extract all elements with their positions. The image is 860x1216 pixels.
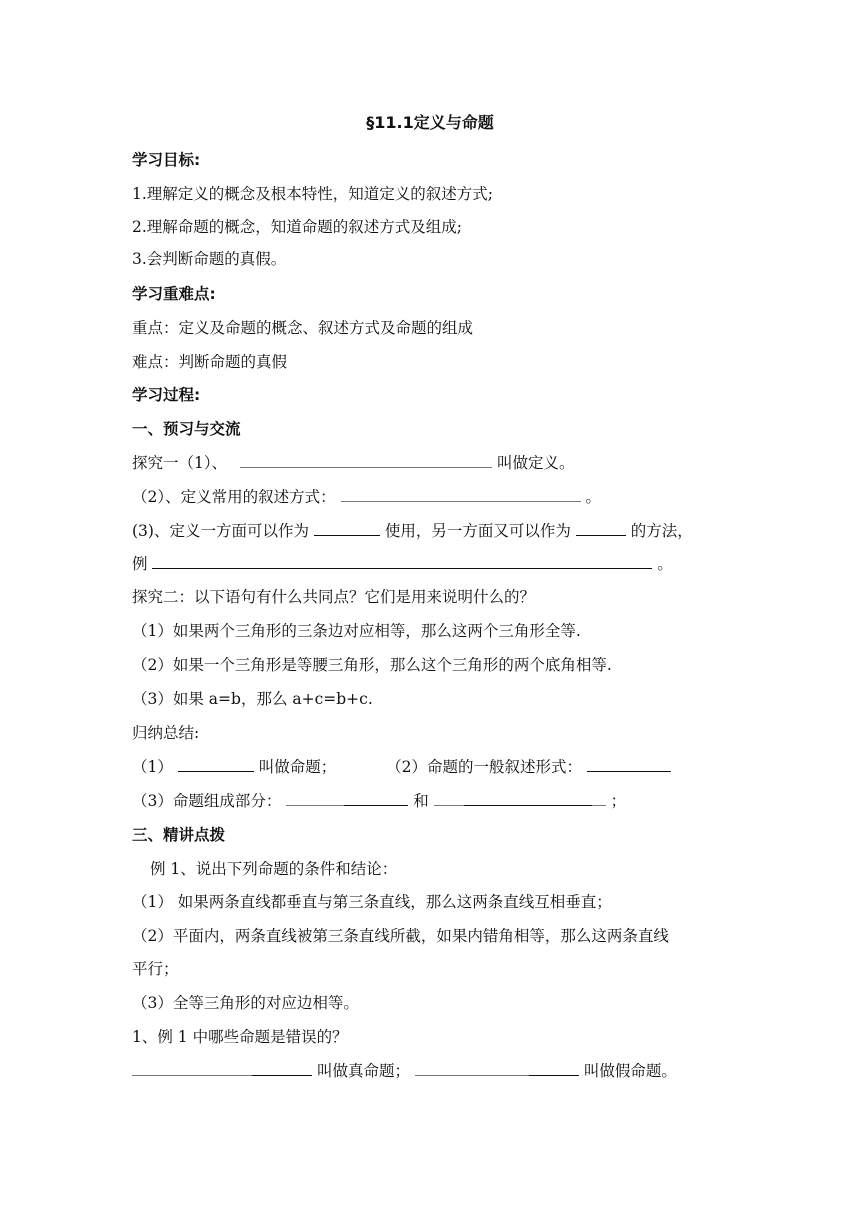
- method-blank[interactable]: [576, 521, 626, 536]
- difficult-point: 难点：判断命题的真假: [132, 353, 288, 371]
- explore1-suffix: 叫做定义。: [497, 454, 575, 472]
- example1-item-1: （1） 如果两条直线都垂直与第三条直线，那么这两条直线互相垂直；: [132, 893, 612, 911]
- summary1-suffix: 叫做命题；: [258, 758, 337, 776]
- goal-item-1: 1.理解定义的概念及根本特性，知道定义的叙述方式;: [132, 185, 494, 203]
- example1-item-2-cont: 平行；: [132, 960, 179, 978]
- definition-blank[interactable]: [240, 453, 492, 468]
- form-blank[interactable]: [587, 757, 671, 772]
- summary3-prefix: （3）命题组成部分：: [132, 792, 282, 810]
- summary3-and: 和: [413, 792, 429, 810]
- conclusion-blank-b[interactable]: [464, 791, 592, 806]
- question-1: 1、例 1 中哪些命题是错误的？: [132, 1028, 348, 1046]
- keypoints-heading: 学习重难点:: [132, 285, 216, 303]
- summary3-end: ；: [610, 792, 627, 810]
- summary-line-1: [132, 755, 671, 777]
- goal-item-2: 2.理解命题的概念，知道命题的叙述方式及组成;: [132, 218, 463, 236]
- example-prefix: 例: [132, 555, 148, 573]
- summary1-prefix: （1）: [132, 758, 173, 776]
- section1-heading: 一、预习与交流: [132, 420, 241, 438]
- process-heading: 学习过程:: [132, 386, 201, 404]
- explore2-item-3: （3）如果 a=b，那么 a+c=b+c.: [132, 690, 373, 708]
- explore1b-suffix: 。: [585, 488, 602, 506]
- example1-title: 例 1、说出下列命题的条件和结论：: [150, 860, 398, 878]
- example-blank[interactable]: [152, 554, 652, 569]
- false-blank-b[interactable]: [529, 1061, 579, 1076]
- explore2-item-2: （2）如果一个三角形是等腰三角形，那么这个三角形的两个底角相等.: [132, 656, 612, 674]
- example-suffix: 。: [657, 555, 673, 573]
- explore2-question: 探究二：以下语句有什么共同点？它们是用来说明什么的？: [132, 588, 536, 606]
- true-blank-a[interactable]: [132, 1061, 252, 1076]
- explore1b-line: [132, 485, 601, 507]
- conclusion-blank-c[interactable]: [592, 791, 606, 806]
- use-blank[interactable]: [314, 521, 380, 536]
- page-title: §11.1定义与命题: [366, 113, 494, 132]
- example1-item-2: （2）平面内，两条直线被第三条直线所截，如果内错角相等，那么这两条直线: [132, 927, 669, 945]
- explore1-line: [132, 451, 575, 473]
- summary2-prefix: （2）命题的一般叙述形式：: [386, 758, 583, 776]
- key-point: 重点：定义及命题的概念、叙述方式及命题的组成: [132, 319, 474, 337]
- example-line: [132, 552, 673, 574]
- summary-heading: 归纳总结:: [132, 724, 200, 742]
- conclusion-blank-a[interactable]: [434, 791, 464, 806]
- explore1-prefix: 探究一（1）、: [132, 454, 228, 472]
- condition-blank-a[interactable]: [286, 791, 344, 806]
- explore1c-b: 使用，另一方面又可以作为: [384, 522, 571, 540]
- false-blank-a[interactable]: [415, 1061, 529, 1076]
- summary-line-3: [132, 789, 626, 811]
- proposition-blank[interactable]: [178, 757, 254, 772]
- explore1b-prefix: （2）、定义常用的叙述方式：: [132, 488, 336, 506]
- definition-form-blank[interactable]: [341, 487, 581, 502]
- goal-item-3: 3.会判断命题的真假。: [132, 250, 287, 268]
- explore1c-c: 的方法，: [630, 522, 693, 540]
- true-false-line: [132, 1059, 677, 1081]
- explore1c-line: [132, 519, 693, 541]
- true-blank-b[interactable]: [252, 1061, 312, 1076]
- explore1c-a: (3)、定义一方面可以作为: [132, 522, 309, 540]
- explore2-item-1: （1）如果两个三角形的三条边对应相等，那么这两个三角形全等.: [132, 622, 581, 640]
- example1-item-3: （3）全等三角形的对应边相等。: [132, 994, 359, 1012]
- false-suffix: 叫做假命题。: [583, 1062, 677, 1080]
- goals-heading: 学习目标:: [132, 151, 201, 169]
- true-suffix: 叫做真命题；: [316, 1062, 410, 1080]
- section3-heading: 三、精讲点拨: [132, 826, 226, 844]
- condition-blank-b[interactable]: [344, 791, 408, 806]
